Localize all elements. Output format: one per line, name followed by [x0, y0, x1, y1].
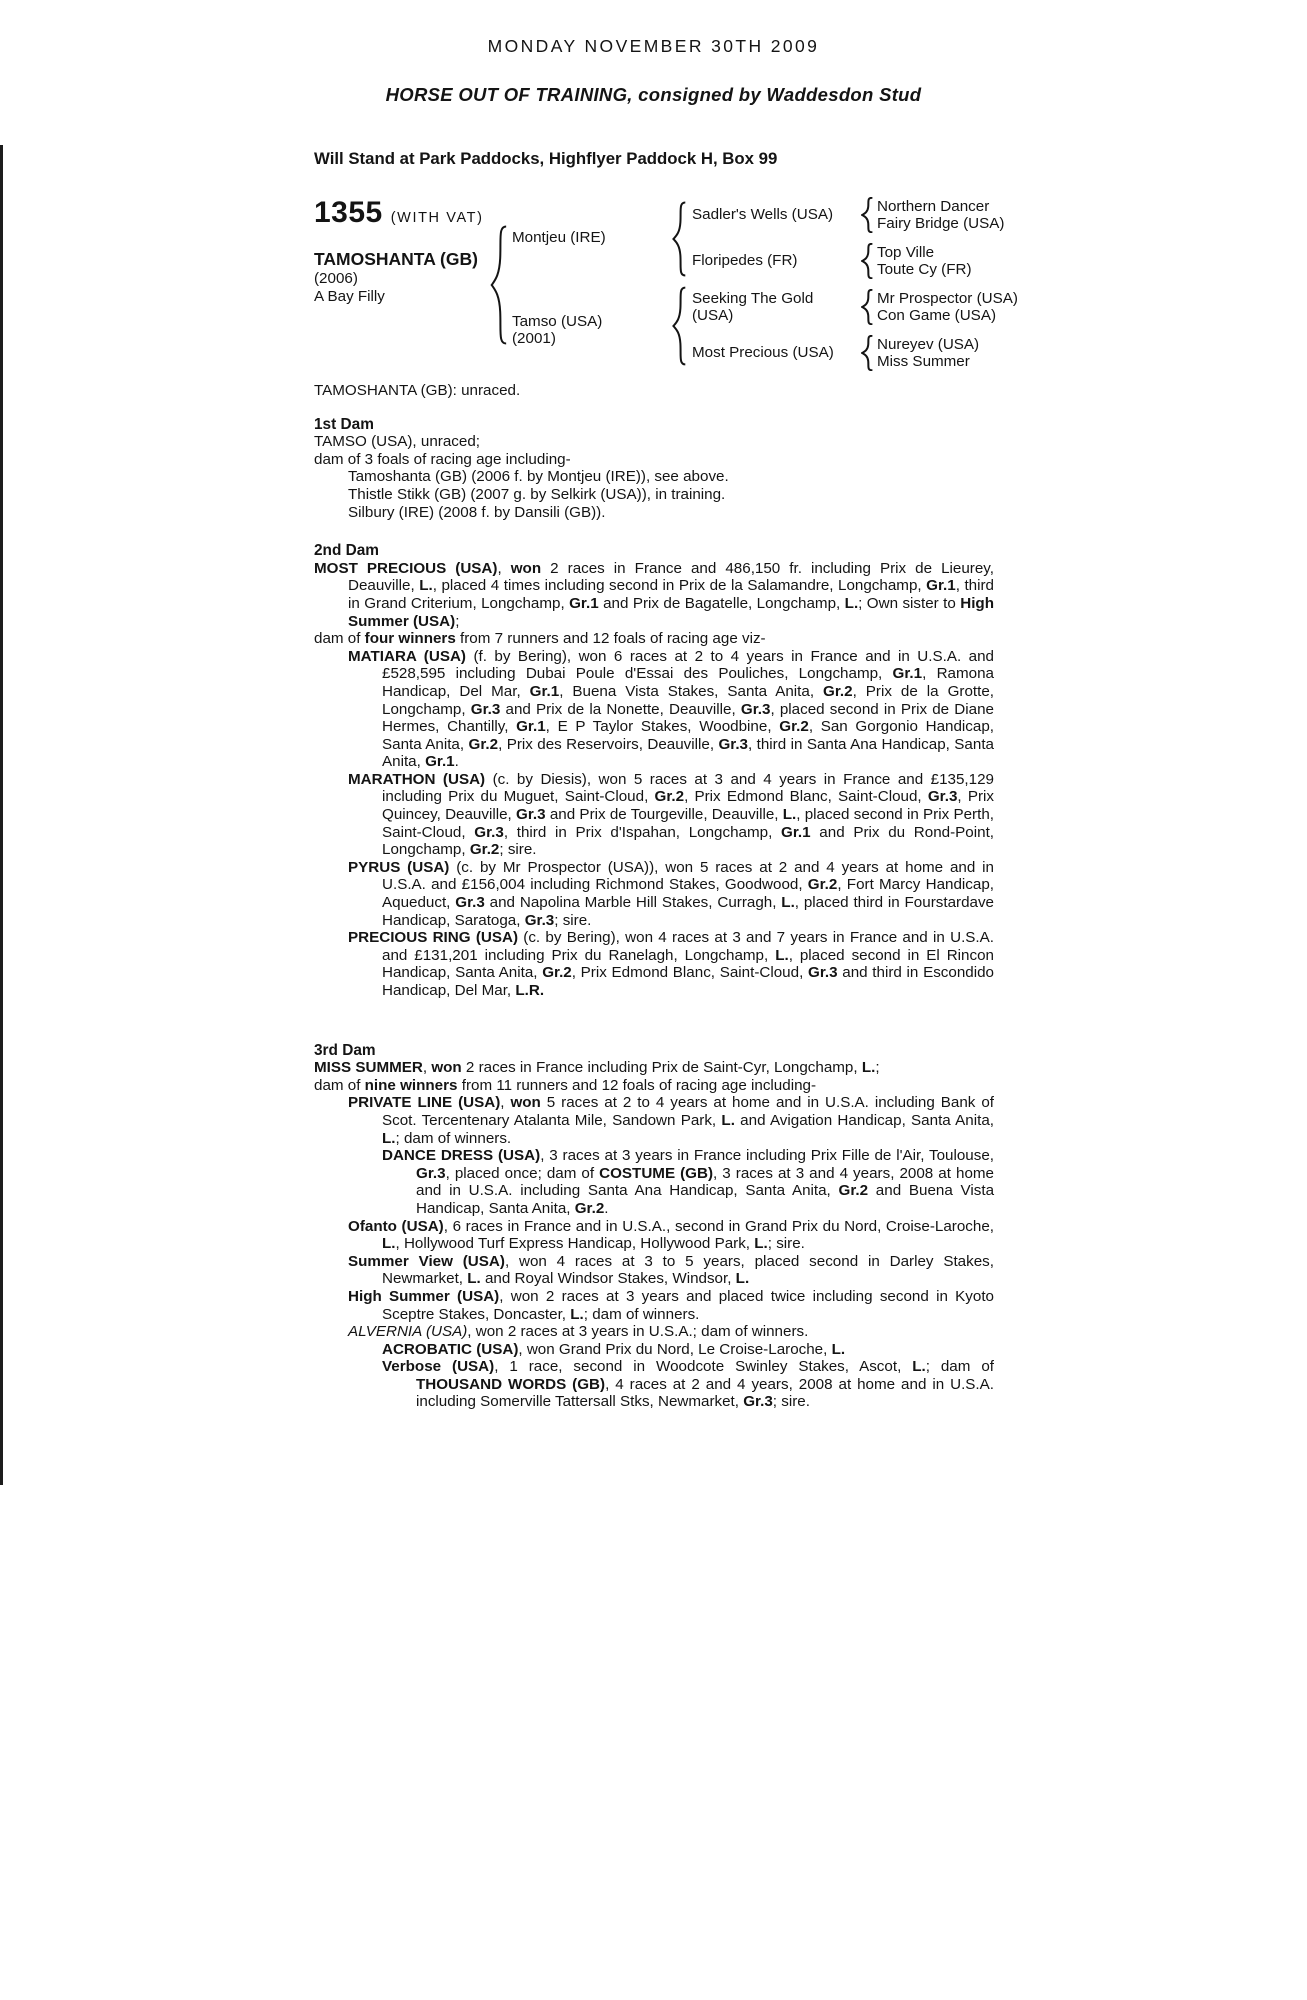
dam-text-line: dam of 3 foals of racing age including-: [314, 450, 571, 468]
horse-name: TAMOSHANTA (GB): [314, 249, 478, 269]
progeny-paragraph: High Summer (USA), won 2 races at 3 years and placed twice including second in Kyoto Sceptre Stakes, Doncaster, L.; dam of winners.: [348, 1287, 995, 1323]
progeny-paragraph: Ofanto (USA), 6 races in France and in U.S.A., second in Grand Prix du Nord, Croise-Laroche, L., Hollywood Turf Express Handicap, Hollywood Park, L.; sire.: [348, 1217, 994, 1253]
progeny-paragraph: MATIARA (USA) (f. by Bering), won 6 races at 2 to 4 years in France and in U.S.A. and £528,595 including Dubai Poule d'Essai des Pouliches, Longchamp, Gr.1, Ramona Handicap, Del Mar, Gr.1, Buena Vista Stakes, Santa Anita, Gr.2, Prix de la Grotte, Longchamp, Gr.3 and Prix de la Nonette, Deauville, Gr.3, placed second in Prix de Diane Hermes, Chantilly, Gr.1, E P Taylor Stakes, Woodbine, Gr.2, San Gorgonio Handicap, Santa Anita, Gr.2, Prix des Reservoirs, Deauville, Gr.3, third in Santa Ana Handicap, Santa Anita, Gr.1.: [348, 647, 995, 771]
dam-text-line: dam of nine winners from 11 runners and 12 foals of racing age including-: [314, 1076, 817, 1094]
lot-number: 1355: [314, 196, 383, 229]
pedigree-brace-icon: [672, 286, 686, 366]
horse-description: A Bay Filly: [314, 288, 385, 305]
pedigree-brace-icon: [861, 197, 873, 233]
pedigree-ancestor: Toute Cy (FR): [877, 261, 972, 278]
pedigree-sire-sire: Sadler's Wells (USA): [692, 206, 834, 223]
pedigree-ancestor: Miss Summer: [877, 353, 970, 370]
lot-content: [314, 149, 1018, 1411]
sale-date-header: MONDAY NOVEMBER 30TH 2009: [487, 36, 820, 56]
pedigree-ancestor: Top Ville: [877, 244, 935, 261]
progeny-paragraph: PRECIOUS RING (USA) (c. by Bering), won 4 races at 3 and 7 years in France and in U.S.A. and £131,201 including Prix du Ranelagh, Longchamp, L., placed second in El Rincon Handicap, Santa Anita, Gr.2, Prix Edmond Blanc, Saint-Cloud, Gr.3 and third in Escondido Handicap, Del Mar, L.R.: [348, 929, 995, 999]
second-dam-section: [314, 542, 994, 999]
pedigree-brace-icon: [861, 243, 873, 279]
race-record-line: TAMOSHANTA (GB): unraced.: [314, 382, 521, 399]
page-edge-scan-artifact: [0, 145, 3, 1485]
progeny-paragraph: Summer View (USA), won 4 races at 3 to 5 years, placed second in Darley Stakes, Newmarket, L. and Royal Windsor Stakes, Windsor, L.: [348, 1252, 994, 1288]
stand-location-line: Will Stand at Park Paddocks, Highflyer Paddock H, Box 99: [314, 149, 778, 168]
progeny-paragraph: ACROBATIC (USA), won Grand Prix du Nord, Le Croise-Laroche, L.: [382, 1340, 846, 1358]
pedigree-brace-icon: [672, 201, 686, 277]
progeny-paragraph: ALVERNIA (USA), won 2 races at 3 years in U.S.A.; dam of winners.: [348, 1323, 809, 1341]
foal-line: Tamoshanta (GB) (2006 f. by Montjeu (IRE)), see above.: [348, 468, 729, 486]
horse-year-foaled: (2006): [314, 270, 358, 287]
pedigree-dam-year: (2001): [512, 330, 556, 347]
progeny-paragraph: PYRUS (USA) (c. by Mr Prospector (USA)), won 5 races at 2 and 4 years at home and in U.S.A. and £156,004 including Richmond Stakes, Goodwood, Gr.2, Fort Marcy Handicap, Aqueduct, Gr.3 and Napolina Marble Hill Stakes, Curragh, L., placed third in Fourstardave Handicap, Saratoga, Gr.3; sire.: [348, 858, 995, 929]
pedigree-dam-sire: Seeking The Gold: [692, 290, 814, 307]
dam-text-line: MISS SUMMER, won 2 races in France including Prix de Saint-Cyr, Longchamp, L.;: [314, 1059, 880, 1077]
third-dam-heading: 3rd Dam: [314, 1041, 376, 1059]
pedigree-dam-sire-suffix: (USA): [692, 307, 734, 324]
pedigree-ancestor: Northern Dancer: [877, 198, 990, 215]
pedigree-ancestor: Mr Prospector (USA): [877, 290, 1018, 307]
pedigree-table: [314, 198, 1074, 370]
dam-text-line: TAMSO (USA), unraced;: [314, 433, 480, 451]
dam-text-line: MOST PRECIOUS (USA), won 2 races in France and 486,150 fr. including Prix de Lieurey, Deauville, L., placed 4 times including second in Prix de la Salamandre, Longchamp, Gr.1, third in Grand Criterium, Longchamp, Gr.1 and Prix de Bagatelle, Longchamp, L.; Own sister to High Summer (USA);: [314, 559, 994, 630]
foal-line: Thistle Stikk (GB) (2007 g. by Selkirk (USA)), in training.: [348, 485, 726, 503]
foal-line: Silbury (IRE) (2008 f. by Dansili (GB)).: [348, 503, 606, 521]
pedigree-brace-icon: [861, 335, 873, 371]
pedigree-sire-dam: Floripedes (FR): [692, 252, 798, 269]
pedigree-dam: Tamso (USA): [512, 313, 603, 330]
lot-number-line: [314, 196, 484, 230]
pedigree-ancestor: Nureyev (USA): [877, 336, 980, 353]
first-dam-section: [314, 416, 994, 522]
progeny-paragraph: MARATHON (USA) (c. by Diesis), won 5 races at 3 and 4 years in France and £135,129 including Prix du Muguet, Saint-Cloud, Gr.2, Prix Edmond Blanc, Saint-Cloud, Gr.3, Prix Quincey, Deauville, Gr.3 and Prix de Tourgeville, Deauville, L., placed second in Prix Perth, Saint-Cloud, Gr.3, third in Prix d'Ispahan, Longchamp, Gr.1 and Prix du Rond-Point, Longchamp, Gr.2; sire.: [348, 770, 995, 859]
progeny-paragraph: DANCE DRESS (USA), 3 races at 3 years in France including Prix Fille de l'Air, Toulouse, Gr.3, placed once; dam of COSTUME (GB), 3 races at 3 and 4 years, 2008 at home and in U.S.A. including Santa Ana Handicap, Santa Anita, Gr.2 and Buena Vista Handicap, Santa Anita, Gr.2.: [382, 1147, 995, 1217]
dam-text-line: dam of four winners from 7 runners and 12 foals of racing age viz-: [314, 630, 766, 648]
progeny-paragraph: PRIVATE LINE (USA), won 5 races at 2 to 4 years at home and in U.S.A. including Bank of Scot. Tercentenary Atalanta Mile, Sandown Park, L. and Avigation Handicap, Santa Anita, L.; dam of winners.: [348, 1094, 994, 1147]
pedigree-ancestor: Con Game (USA): [877, 307, 997, 324]
pedigree-brace-icon: [861, 289, 873, 325]
progeny-paragraph: Verbose (USA), 1 race, second in Woodcote Swinley Stakes, Ascot, L.; dam of THOUSAND WORDS (GB), 4 races at 2 and 4 years, 2008 at home and in U.S.A. including Somerville Tattersall Stks, Newmarket, Gr.3; sire.: [382, 1358, 995, 1411]
second-dam-heading: 2nd Dam: [314, 542, 379, 560]
consignment-header: HORSE OUT OF TRAINING, consigned by Waddesdon Stud: [385, 84, 922, 105]
pedigree-dam-dam: Most Precious (USA): [692, 344, 834, 361]
first-dam-heading: 1st Dam: [314, 415, 374, 433]
pedigree-sire: Montjeu (IRE): [512, 229, 606, 246]
third-dam-section: [314, 1042, 994, 1411]
pedigree-ancestor: Fairy Bridge (USA): [877, 215, 1005, 232]
vat-note: (WITH VAT): [390, 210, 484, 226]
pedigree-brace-icon: [490, 224, 507, 346]
